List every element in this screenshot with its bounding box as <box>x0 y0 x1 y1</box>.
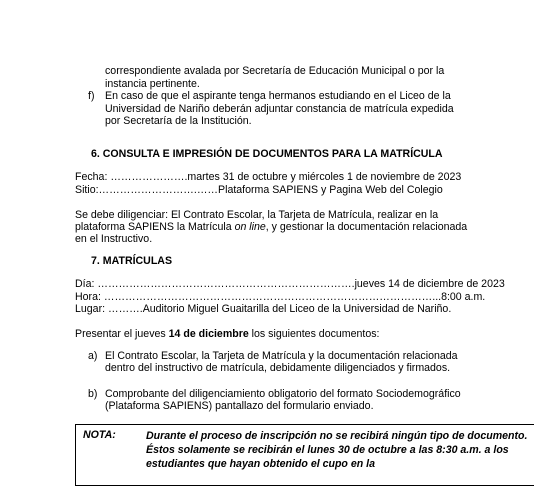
list-marker-a: a) <box>88 350 98 362</box>
list-item-f-line-3: por Secretaría de la Institución. <box>105 115 252 127</box>
list-item-f-line-2: Universidad de Nariño deberán adjuntar constancia de matrícula expedida <box>105 103 454 115</box>
list-item-f-line-1: En caso de que el aspirante tenga hermanos estudiando en el Liceo de la <box>105 90 451 102</box>
list-item-e-line-1: correspondiente avalada por Secretaría de Educación Municipal o por la <box>105 65 445 77</box>
section-6-paragraph-line-1: Se debe diligenciar: El Contrato Escolar, la Tarjeta de Matrícula, realizar en la <box>75 209 439 221</box>
section-6-paragraph-text-c: , y gestionar la documentación relacionada <box>265 221 468 233</box>
list-marker-f: f) <box>88 90 95 102</box>
section-6-sitio: Sitio:……………………….……Plataforma SAPIENS y Pagina Web del Colegio <box>75 184 443 196</box>
list-item-b-line-2: (Plataforma SAPIENS) pantallazo del formulario enviado. <box>105 400 374 412</box>
list-item-a-line-2: dentro del instructivo de matrícula, debidamente diligenciados y firmados. <box>105 362 451 374</box>
list-item-e-line-2: instancia pertinente. <box>105 78 200 90</box>
note-text: Durante el proceso de inscripción no se recibirá ningún tipo de documento. Éstos solamente se recibirán el lunes 30 de octubre a las 8:30 a.m. a los estudiantes que hayan obtenido el cupo en la <box>146 430 528 470</box>
present-date: 14 de diciembre <box>168 328 249 340</box>
section-7-lugar: Lugar: ……….Auditorio Miguel Guaitarilla del Liceo de la Universidad de Nariño. <box>75 303 452 315</box>
list-item-a-line-1: El Contrato Escolar, la Tarjeta de Matrícula y la documentación relacionada <box>105 350 458 362</box>
present-text-c: los siguientes documentos: <box>248 328 380 340</box>
note-box <box>75 424 534 486</box>
section-7-hora: Hora: …………………………………………………………………………………...8:00 a.m. <box>75 291 486 303</box>
list-marker-b: b) <box>88 388 98 400</box>
list-item-b-line-1: Comprobante del diligenciamiento obligatorio del formato Sociodemográfico <box>105 388 461 400</box>
section-6-paragraph-line-3: en el Instructivo. <box>75 233 153 245</box>
section-6-paragraph-text-a: plataforma SAPIENS la Matrícula <box>75 221 235 233</box>
section-6-fecha: Fecha: ………………….martes 31 de octubre y miércoles 1 de noviembre de 2023 <box>75 171 462 183</box>
note-label: NOTA: <box>83 429 116 441</box>
section-6-paragraph-italic: on line <box>234 221 266 233</box>
section-7-dia: Día: ……………………………………………………………….jueves 14 de diciembre de 2023 <box>75 278 505 290</box>
section-7-present-line <box>75 328 379 341</box>
section-7-heading: 7. MATRÍCULAS <box>91 255 173 267</box>
present-text-a: Presentar el jueves <box>75 328 169 340</box>
section-6-heading: 6. CONSULTA E IMPRESIÓN DE DOCUMENTOS PARA LA MATRÍCULA <box>91 148 443 160</box>
